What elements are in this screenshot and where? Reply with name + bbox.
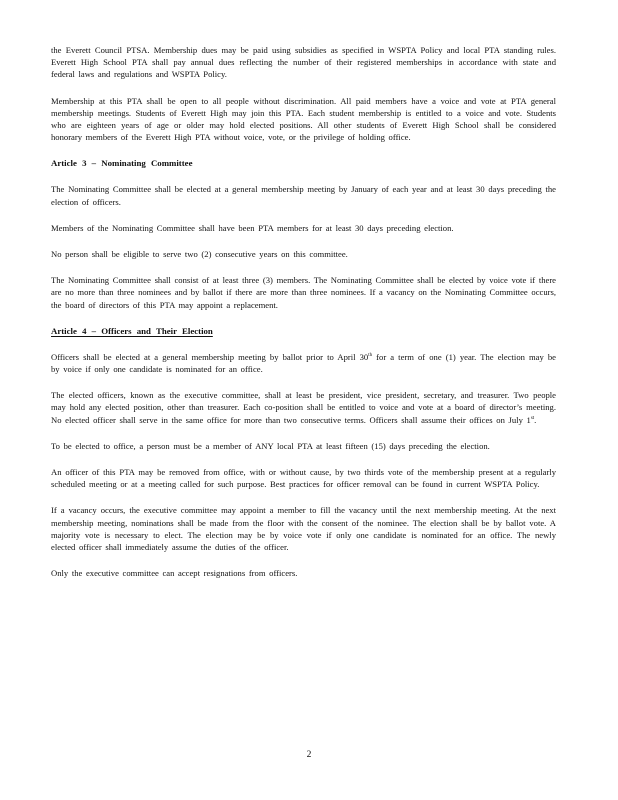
article-3-paragraph: The Nominating Committee shall be elected at a general membership meeting by January of each year and at least 30 days preceding the election of officers. [51,184,556,207]
article-4-text: for a term of one (1) year. The election may be by voice if only one candidate is nominated for an office. [51,351,556,375]
article-3-paragraph: Members of the Nominating Committee shall have been PTA members for at least 30 days preceding election. [51,222,454,233]
article-4-text: The elected officers, known as the executive committee, shall at least be president, vice president, secretary, and treasurer. Two people may hold any elected position, other than treasurer. Each co-position shall be entitled to voice and vote at a board of director’s meeting. No elected officer shall serve in the same office for more than two consecutive terms. Officers shall assume their offices on July 1 [51,390,556,425]
article-4-paragraph: Only the executive committee can accept resignations from officers. [51,568,298,579]
article-4-paragraph [51,351,556,375]
article-3-heading: Article 3 – Nominating Committee [51,158,193,169]
article-4-paragraph: An officer of this PTA may be removed from office, with or without cause, by two thirds vote of the membership present at a regularly scheduled meeting or at a meeting called for such purpose. Best practices for officer removal can be found in current WSPTA Policy. [51,467,556,490]
article-4-paragraph: To be elected to office, a person must be a member of ANY local PTA at least fifteen (15) days preceding the election. [51,440,490,451]
article-3-paragraph: No person shall be eligible to serve two (2) consecutive years on this committee. [51,249,348,260]
article-4-text: . [534,414,537,425]
document-page [51,44,556,593]
article-4-text: Officers shall be elected at a general membership meeting by ballot prior to April 30 [51,351,369,362]
ordinal-suffix: th [368,352,373,358]
membership-dues-paragraph: the Everett Council PTSA. Membership dues may be paid using subsidies as specified in WSPTA Policy and local PTA standing rules. Everett High School PTA shall pay annual dues reflecting the number of their registered memberships in accordance with state and federal laws and regulations and WSPTA Policy. [51,45,556,80]
article-4-paragraph [51,389,556,426]
page-number: 2 [306,750,312,760]
article-3-paragraph: The Nominating Committee shall consist of at least three (3) members. The Nominating Committee shall be elected by voice vote if there are no more than three nominees and by ballot if there are more than three nominees. If a vacancy on the Nominating Committee occurs, the board of directors of this PTA may appoint a replacement. [51,275,556,310]
article-4-paragraph: If a vacancy occurs, the executive committee may appoint a member to fill the vacancy until the next membership meeting. At the next membership meeting, nominations shall be made from the floor with the consent of the nominee. The election shall be by ballot vote. A majority vote is necessary to elect. The election may be by voice vote if only one candidate is nominated for an office. The newly elected officer shall immediately assume the duties of the officer. [51,505,556,553]
membership-eligibility-paragraph: Membership at this PTA shall be open to all people without discrimination. All paid members have a voice and vote at PTA general membership meetings. Students of Everett High may join this PTA. Each student membership is entitled to a voice and vote. Students who are eighteen years of age or older may hold elected positions. All other students of Everett High School shall be considered honorary members of the Everett High PTA without voice, vote, or the privilege of holding office. [51,95,556,143]
article-4-heading: Article 4 – Officers and Their Election [51,325,213,336]
ordinal-suffix: st [530,415,535,421]
